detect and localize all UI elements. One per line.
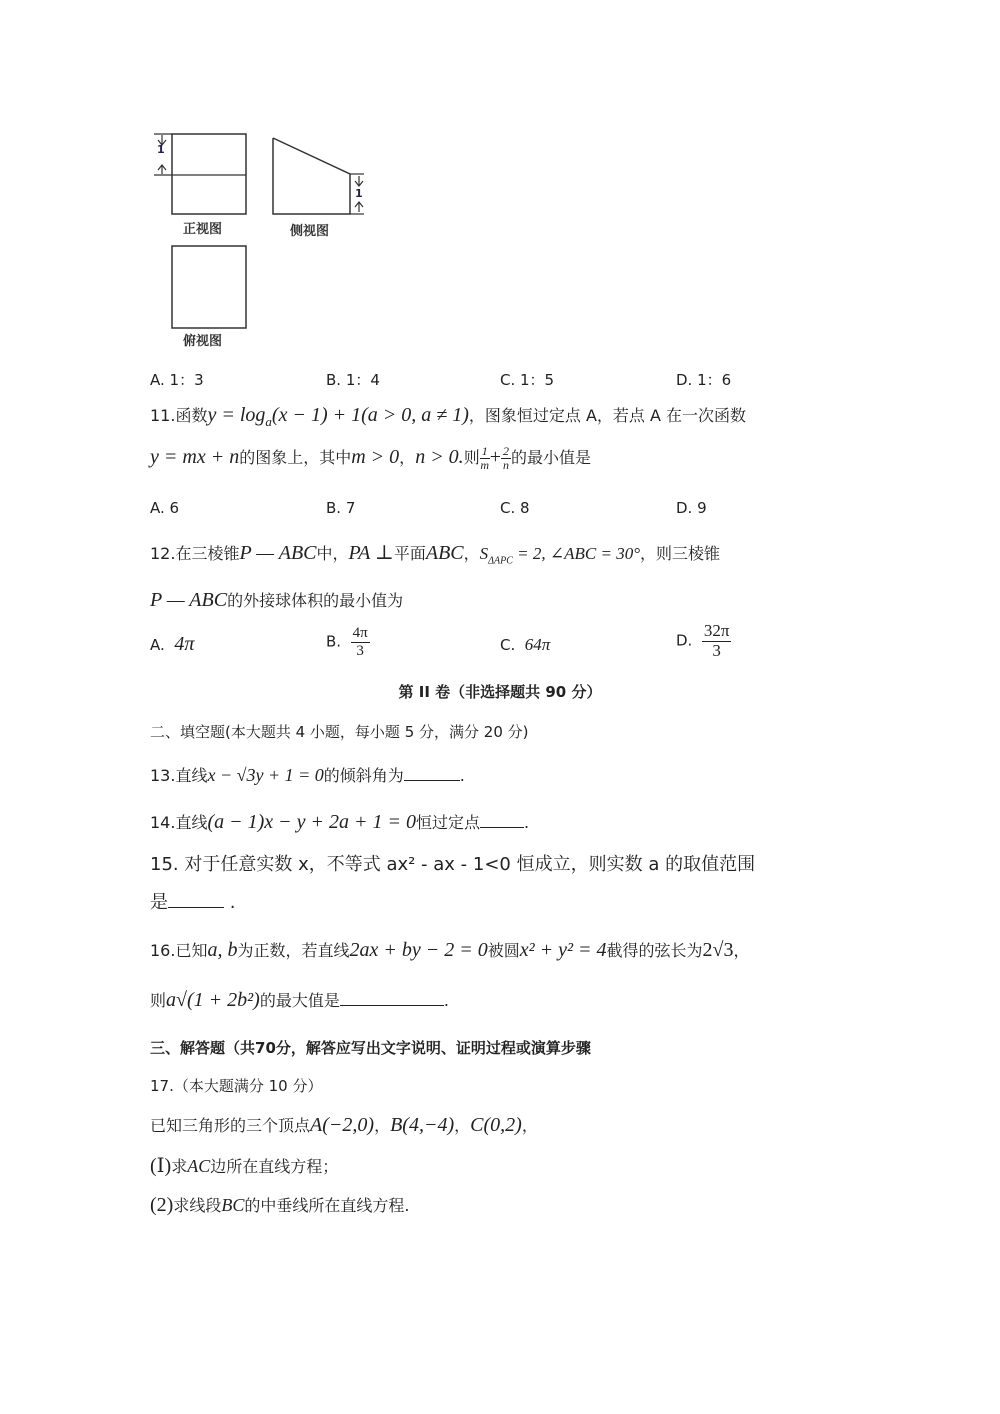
text: 的图象上，其中 bbox=[239, 448, 352, 468]
text: 恒过定点 bbox=[416, 813, 481, 832]
question-16-line-2: 则a√(1 + 2b²)的最大值是 . bbox=[150, 989, 449, 1011]
section-3-heading: 三、解答题（共70分，解答应写出文字说明、证明过程或演算步骤 bbox=[150, 1039, 591, 1057]
text: 13.直线 bbox=[150, 766, 208, 785]
text: ，则三棱锥 bbox=[640, 544, 721, 563]
section-2-heading: 二、填空题(本大题共 4 小题，每小题 5 分，满分 20 分) bbox=[150, 723, 529, 741]
question-17-part-1: (Ⅰ)求AC边所在直线方程； bbox=[150, 1155, 339, 1177]
formula: ABC bbox=[425, 542, 464, 564]
q12-line-2 bbox=[150, 588, 403, 612]
text: 的倾斜角为 bbox=[323, 766, 404, 785]
q11-option-c: C. 8 bbox=[500, 499, 530, 517]
text: 的最小值是 bbox=[510, 448, 591, 468]
formula: PA ⊥ bbox=[348, 542, 394, 564]
question-16-line-1: 16.已知a, b为正数，若直线2ax + by − 2 = 0被圆x² + y² = 4截得的弦长为2√3， bbox=[150, 939, 750, 961]
text: ，图象恒过定点 A，若点 A 在一次函数 bbox=[468, 406, 747, 425]
front-dimension-label: 1 bbox=[157, 143, 165, 156]
question-17-part-2: (2)求线段BC的中垂线所在直线方程. bbox=[150, 1194, 410, 1216]
question-15-line-1: 15. 对于任意实数 x，不等式 ax² - ax - 1<0 恒成立，则实数 a 的取值范围 bbox=[150, 854, 756, 875]
formula: $S_{\Delta APC} = 2$, ∠ABC = 30° bbox=[479, 544, 641, 567]
q12-option-b: B. $\frac{4\pi}{3}$ bbox=[326, 625, 368, 659]
text: 则 bbox=[463, 448, 480, 468]
question-14: 14.直线(a − 1)x − y + 2a + 1 = 0恒过定点 . bbox=[150, 811, 530, 833]
formula: m > 0 bbox=[351, 446, 400, 469]
q10-option-b: B. 1：4 bbox=[326, 371, 380, 389]
q10-option-c: C. 1：5 bbox=[500, 371, 555, 389]
plus-sign: + bbox=[489, 446, 501, 469]
fraction-2-over-n: $\frac{2}{n}$ bbox=[502, 444, 509, 473]
text: 14.直线 bbox=[150, 813, 208, 832]
side-dimension-label: 1 bbox=[355, 187, 363, 200]
question-17-stem: 已知三角形的三个顶点A(−2,0)，B(4,−4)，C(0,2)， bbox=[150, 1114, 538, 1136]
q11-option-d: D. 9 bbox=[676, 499, 707, 517]
answer-blank[interactable] bbox=[404, 766, 460, 781]
q11-line-1 bbox=[150, 403, 746, 430]
formula: (a − 1)x − y + 2a + 1 = 0 bbox=[207, 811, 417, 833]
q11-option-b: B. 7 bbox=[326, 499, 356, 517]
text: 中， bbox=[316, 544, 349, 563]
text: ， bbox=[399, 448, 416, 468]
text: ， bbox=[463, 544, 480, 563]
answer-blank[interactable] bbox=[340, 991, 444, 1006]
q12-option-d: D. $\frac{32\pi}{3}$ bbox=[676, 621, 730, 660]
q12-option-c: C. 64π bbox=[500, 635, 551, 654]
q10-option-d: D. 1：6 bbox=[676, 371, 732, 389]
text: 12.在三棱锥 bbox=[150, 544, 240, 563]
q12-option-a: A. 4π bbox=[150, 633, 195, 655]
text: 的外接球体积的最小值为 bbox=[227, 591, 404, 610]
formula: $y = \log_a(x - 1) + 1(a > 0$, a ≠ 1) bbox=[207, 404, 469, 429]
q11-line-2 bbox=[150, 445, 591, 472]
side-view-label: 侧视图 bbox=[290, 224, 330, 239]
text: 平面 bbox=[393, 544, 426, 563]
question-17-header: 17.（本大题满分 10 分） bbox=[150, 1077, 323, 1095]
answer-blank[interactable] bbox=[168, 893, 224, 908]
fraction-1-over-m: $\frac{1}{m}$ bbox=[480, 444, 490, 473]
q10-option-a: A. 1：3 bbox=[150, 371, 204, 389]
answer-blank[interactable] bbox=[480, 813, 524, 828]
part-2-title: 第 II 卷（非选择题共 90 分） bbox=[398, 683, 602, 701]
formula: y = mx + n bbox=[150, 446, 240, 469]
front-view-label: 正视图 bbox=[183, 222, 223, 237]
formula: P — ABC bbox=[239, 542, 317, 564]
q11-option-a: A. 6 bbox=[150, 499, 180, 517]
question-13: 13.直线x − √3y + 1 = 0的倾斜角为 . bbox=[150, 765, 465, 785]
formula: x − √3y + 1 = 0 bbox=[207, 765, 324, 785]
question-15-line-2: 是 . bbox=[150, 892, 236, 913]
text: 函数 bbox=[175, 406, 208, 425]
q12-line-1 bbox=[150, 540, 720, 566]
formula: n > 0. bbox=[415, 446, 464, 469]
top-view-label: 俯视图 bbox=[183, 334, 223, 349]
formula: P — ABC bbox=[150, 589, 228, 611]
question-number: 11. bbox=[150, 406, 176, 425]
